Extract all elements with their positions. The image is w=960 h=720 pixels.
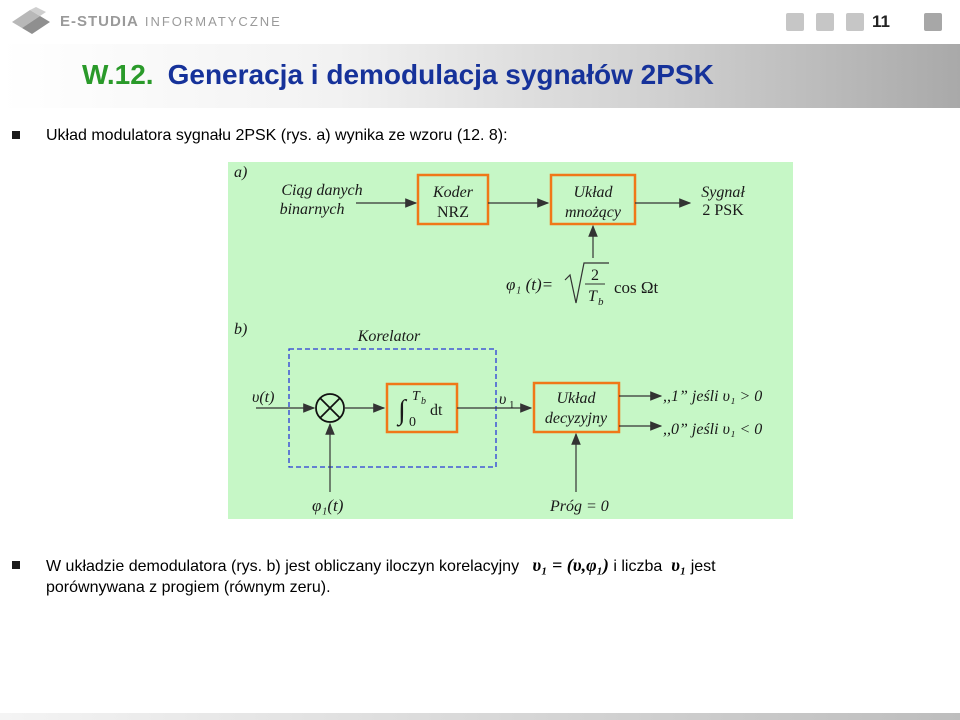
decision-line1: Układ <box>556 390 596 407</box>
bullet-text-2 <box>46 555 716 577</box>
correlator-label: Korelator <box>357 328 421 345</box>
input-line1: Ciąg danych <box>281 182 363 199</box>
threshold-label: Próg = 0 <box>550 498 609 515</box>
mult-line1: Układ <box>573 184 613 201</box>
bullet-text-1: Układ modulatora sygnału 2PSK (rys. a) wynika ze wzoru (12. 8): <box>46 127 508 144</box>
cos-term: cos Ωt <box>614 278 659 297</box>
coder-line2: NRZ <box>437 204 469 221</box>
block-diagram-svg <box>228 162 793 519</box>
logo-main: E-STUDIA <box>60 12 139 30</box>
block-diagram <box>228 162 793 519</box>
logo <box>10 6 282 36</box>
integral-dt: dt <box>430 402 443 419</box>
integral-sign: ∫ <box>398 395 406 426</box>
v1-sub: 1 <box>509 399 515 411</box>
integral-upper-sub: b <box>421 396 426 407</box>
nav-last-button[interactable] <box>924 13 942 31</box>
bullet-text-2-line2: porównywana z progiem (równym zeru). <box>46 579 331 596</box>
mult-line2: mnożący <box>565 204 621 221</box>
output-line2: 2 PSK <box>702 202 744 219</box>
logo-sub: INFORMATYCZNE <box>144 13 282 29</box>
integral-upper: T <box>412 389 420 404</box>
decision-line2: decyzyjny <box>544 410 608 427</box>
v1-symbol: υ₁ <box>671 555 687 575</box>
bullet2-part2: i liczba <box>613 558 663 575</box>
nav-next-button[interactable] <box>846 13 864 31</box>
label-b: b) <box>234 321 248 338</box>
coder-line1: Koder <box>433 184 473 201</box>
output-line1: Sygnał <box>701 184 745 201</box>
title-number: W.12. <box>82 59 154 90</box>
input-b-label: υ(t) <box>252 389 275 406</box>
label-a: a) <box>234 164 248 181</box>
logo-text <box>60 13 282 30</box>
bullet-marker <box>12 131 20 139</box>
footer-bar <box>0 713 960 720</box>
correlation-formula: υ₁ = (υ,φ₁) <box>532 555 609 575</box>
page-number: 11 <box>872 12 890 31</box>
nav-first-button[interactable] <box>786 13 804 31</box>
output-0-condition: ,,0” jeśli υ₁ < 0 <box>663 421 763 438</box>
integral-lower: 0 <box>409 415 416 430</box>
v1-label: υ <box>499 391 507 408</box>
bullet2-part3: jest <box>690 558 716 575</box>
output-1-condition: ,,1” jeśli υ₁ > 0 <box>663 388 763 405</box>
sqrt-denominator-sub: b <box>598 296 604 308</box>
slide-title <box>82 59 714 91</box>
bullet-marker <box>12 561 20 569</box>
title-text: Generacja i demodulacja sygnałów 2PSK <box>167 59 714 90</box>
phi-formula-lhs: φ₁ (t)= <box>506 275 554 294</box>
sqrt-denominator: T <box>588 288 597 305</box>
phi-bottom-label: φ₁(t) <box>312 496 344 515</box>
bullet2-part1: W układzie demodulatora (rys. b) jest obliczany iloczyn korelacyjny <box>46 558 520 575</box>
nav-prev-button[interactable] <box>816 13 834 31</box>
sqrt-numerator: 2 <box>591 267 599 284</box>
input-line2: binarnych <box>279 201 345 218</box>
logo-icon <box>10 6 54 36</box>
